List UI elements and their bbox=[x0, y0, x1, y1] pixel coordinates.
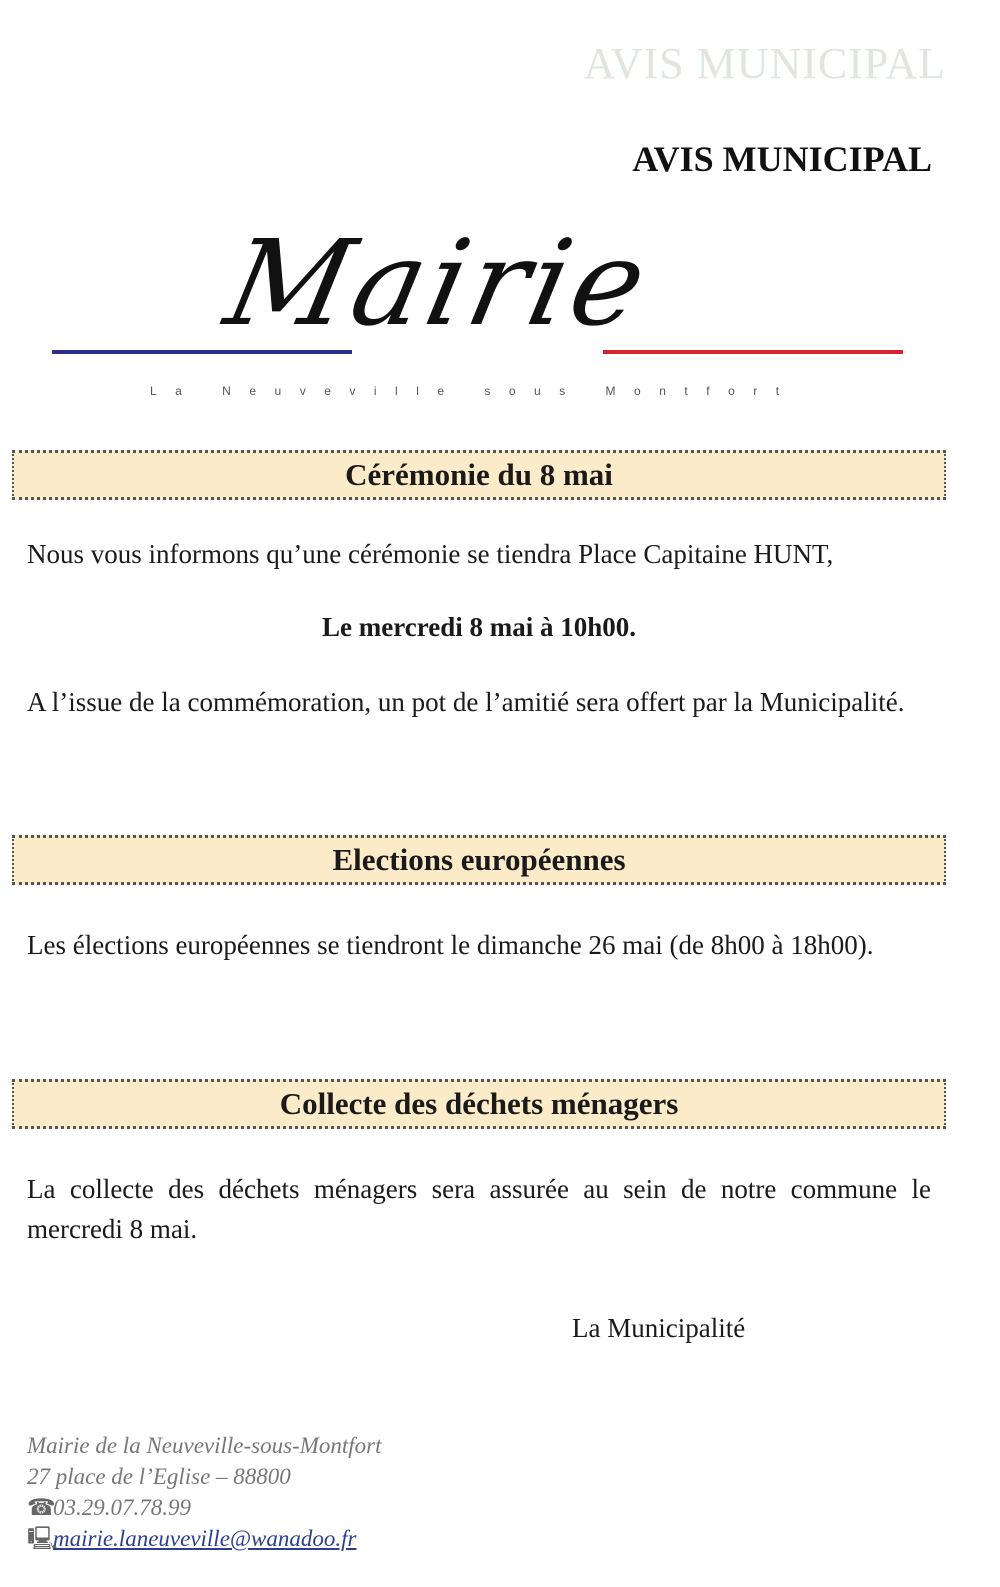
footer-email-line bbox=[27, 1523, 382, 1554]
signature: La Municipalité bbox=[572, 1313, 746, 1343]
ceremonie-date: Le mercredi 8 mai à 10h00. bbox=[322, 612, 636, 642]
section-header-collecte: Collecte des déchets ménagers bbox=[12, 1079, 946, 1129]
footer-address: 27 place de l’Eglise – 88800 bbox=[27, 1464, 291, 1489]
ceremonie-details: A l’issue de la commémoration, un pot de l’amitié sera offert par la Municipalité. bbox=[27, 687, 905, 717]
section-header-elections: Elections européennes bbox=[12, 835, 946, 885]
section-header-ceremonie: Cérémonie du 8 mai bbox=[12, 450, 946, 500]
watermark-title: AVIS MUNICIPAL bbox=[583, 39, 946, 88]
footer-contact bbox=[27, 1430, 382, 1554]
logo-red-line bbox=[603, 350, 903, 354]
phone-icon: ☎ bbox=[27, 1495, 56, 1520]
collecte-text: La collecte des déchets ménagers sera assurée au sein de notre commune le mercredi 8 mai. bbox=[27, 1174, 931, 1244]
footer-phone-line bbox=[27, 1492, 382, 1523]
ceremonie-intro: Nous vous informons qu’une cérémonie se tiendra Place Capitaine HUNT, bbox=[27, 539, 834, 569]
footer-phone: 03.29.07.78.99 bbox=[53, 1495, 191, 1520]
logo-script-text: Mairie bbox=[215, 214, 662, 352]
logo-subtitle: La Neuveville sous Montfort bbox=[150, 384, 798, 398]
computer-icon: 🖳 bbox=[27, 1526, 58, 1551]
footer-email-link[interactable]: mairie.laneuveville@wanadoo.fr bbox=[53, 1526, 357, 1551]
footer-name: Mairie de la Neuveville-sous-Montfort bbox=[27, 1433, 382, 1458]
elections-text: Les élections européennes se tiendront le dimanche 26 mai (de 8h00 à 18h00). bbox=[27, 930, 874, 960]
page-title: AVIS MUNICIPAL bbox=[632, 139, 932, 179]
mairie-logo bbox=[40, 214, 920, 410]
